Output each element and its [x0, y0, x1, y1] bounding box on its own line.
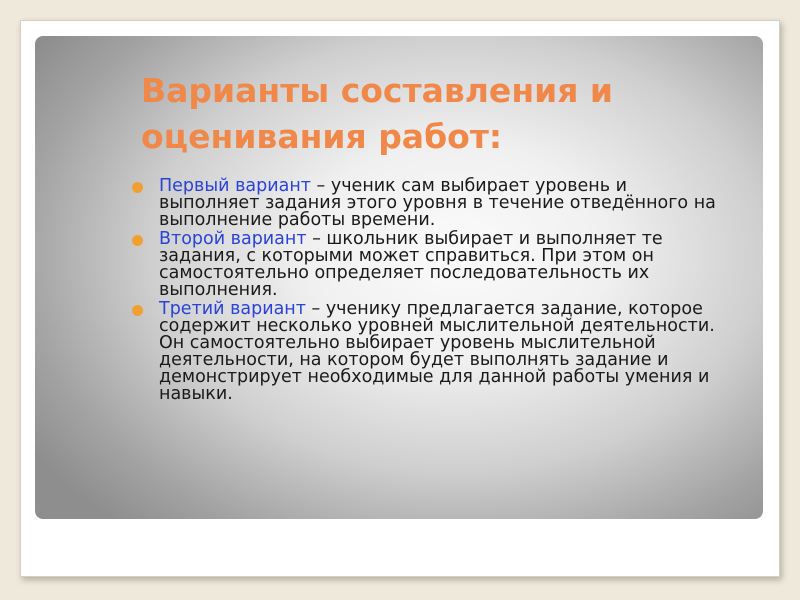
bullet-dot-icon: [132, 305, 143, 316]
variant-description: – школьник выбирает и выполняет те задания, с которыми может справиться. При этом он самостоятельно определяет последовательность их выполнения.: [159, 229, 663, 300]
slide-content-panel: [35, 36, 763, 519]
bullet-item-second-variant: [125, 231, 725, 299]
bullet-dot-icon: [132, 235, 143, 246]
bullet-item-first-variant: [125, 178, 725, 229]
variant-description: – ученику предлагается задание, которое содержит несколько уровней мыслительной деятельности. Он самостоятельно выбирает уровень мыслительной деятельности, на котором будет выполнять задание и демонстрирует необходимые для данной работы умения и навыки.: [159, 299, 715, 404]
variant-description: – ученик сам выбирает уровень и выполняет задания этого уровня в течение отведённого на выполнение работы времени.: [159, 176, 716, 230]
bullet-list: [125, 178, 725, 405]
variant-term: Третий вариант: [159, 299, 306, 319]
variant-term: Второй вариант: [159, 229, 307, 249]
bullet-dot-icon: [132, 182, 143, 193]
slide-frame: [20, 20, 780, 577]
variant-term: Первый вариант: [159, 176, 311, 196]
slide-title: Варианты составления и оценивания работ:: [141, 71, 614, 156]
bullet-item-third-variant: [125, 301, 725, 403]
